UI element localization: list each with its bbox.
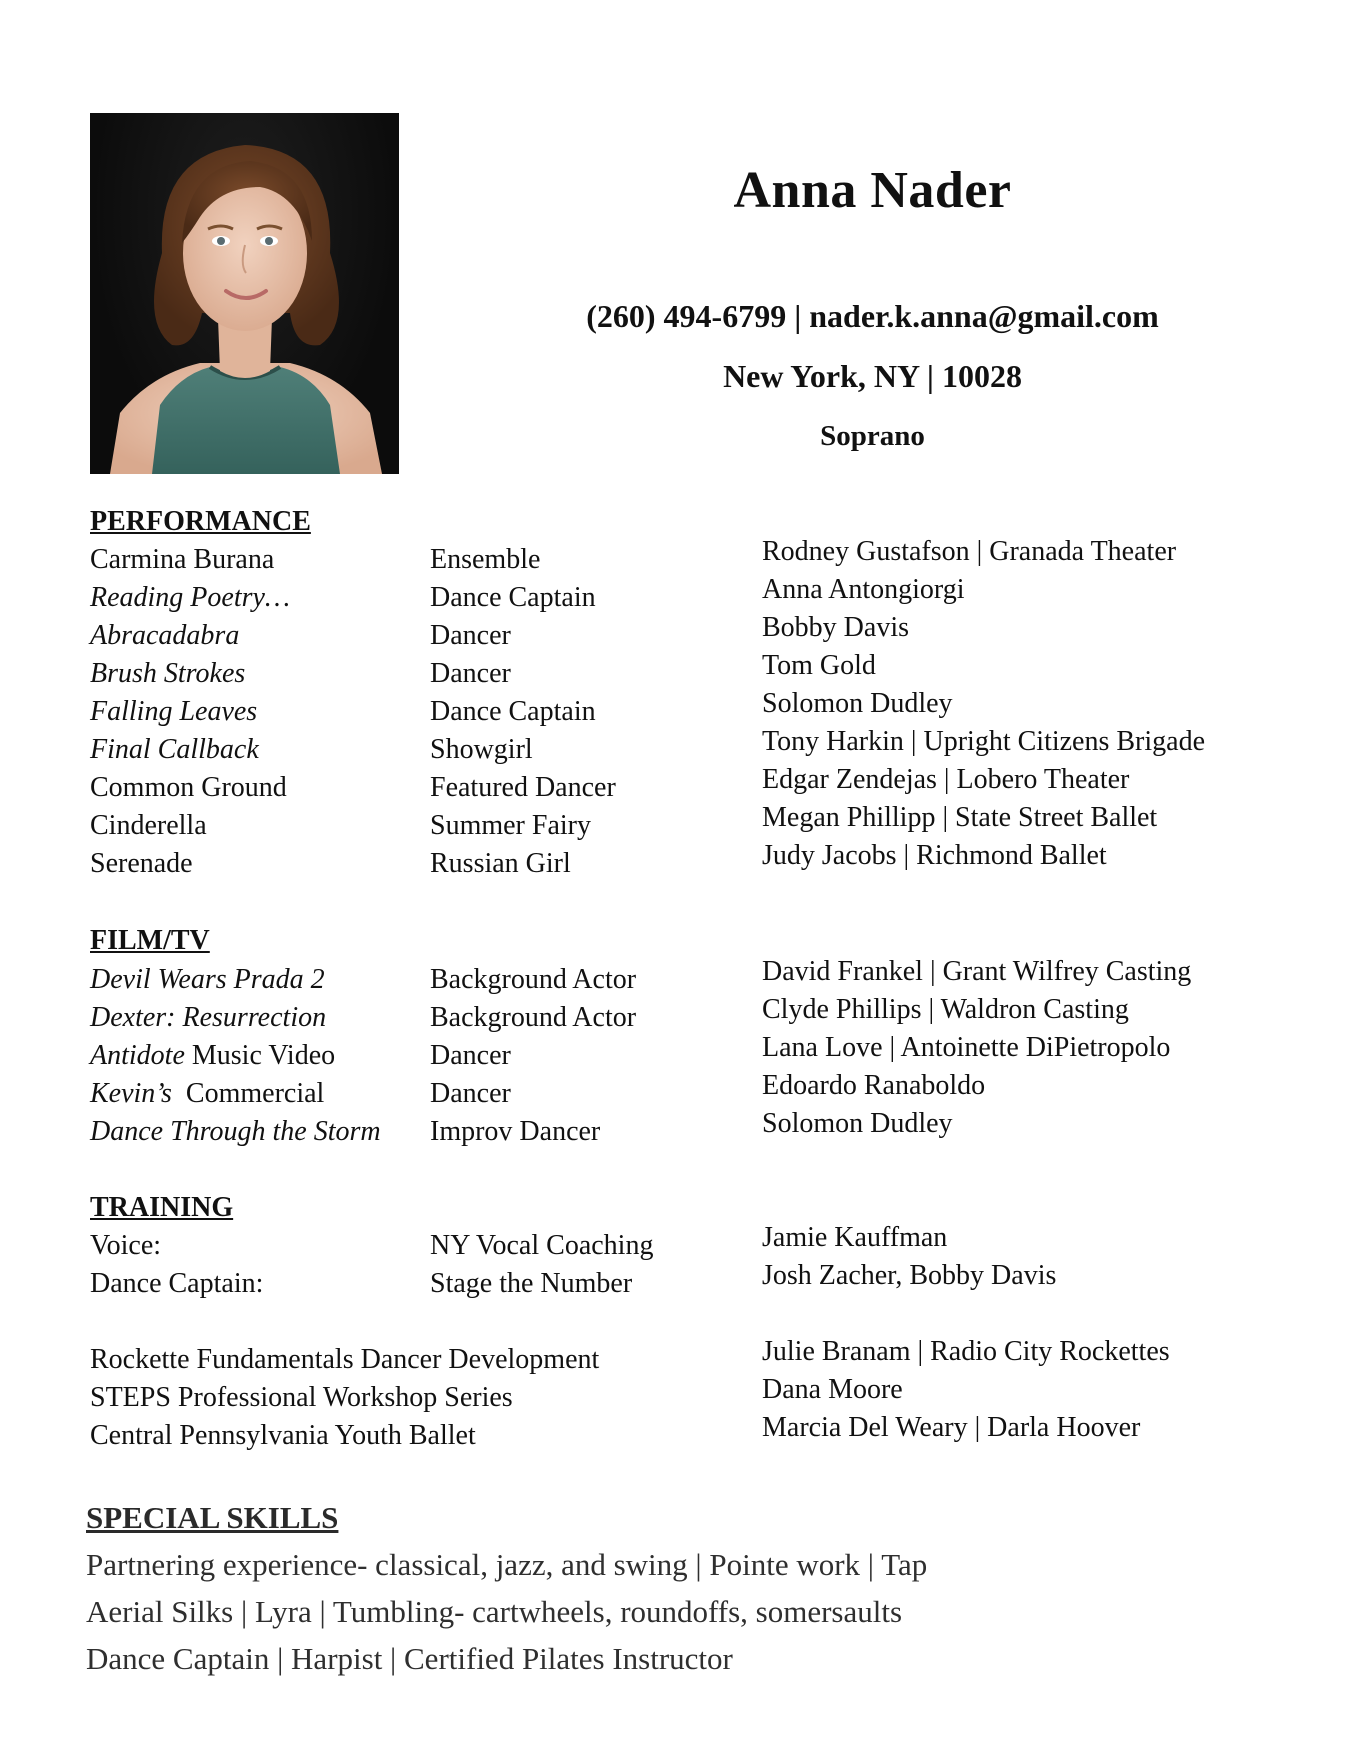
role: Showgirl <box>430 734 533 765</box>
show-title: Reading Poetry… <box>90 582 290 613</box>
contact-line: (260) 494-6799 | nader.k.anna@gmail.com <box>586 298 1159 334</box>
show-title: Common Ground <box>90 772 287 803</box>
show-title: Brush Strokes <box>90 658 246 689</box>
credit: Judy Jacobs | Richmond Ballet <box>762 840 1107 871</box>
credit: David Frankel | Grant Wilfrey Casting <box>762 956 1192 987</box>
skill-line: Dance Captain | Harpist | Certified Pilates Instructor <box>86 1641 733 1676</box>
training-heading: TRAINING <box>90 1192 234 1223</box>
show-title: Final Callback <box>90 734 259 765</box>
training-label: Dance Captain: <box>90 1268 264 1299</box>
training-program-row <box>90 1412 1290 1455</box>
training-school: NY Vocal Coaching <box>430 1230 654 1261</box>
program-name: Rockette Fundamentals Dancer Development <box>90 1344 600 1375</box>
role: Dancer <box>430 658 511 689</box>
role: Featured Dancer <box>430 772 616 803</box>
role: Dancer <box>430 1078 511 1109</box>
performance-row <box>90 574 1290 617</box>
production-title: Dexter: Resurrection <box>90 1002 327 1033</box>
training-label: Voice: <box>90 1230 162 1261</box>
performance-row <box>90 612 1290 655</box>
credit: Jamie Kauffman <box>762 1222 948 1253</box>
show-title: Abracadabra <box>90 620 240 651</box>
film-tv-row <box>90 1070 1290 1113</box>
program-name: Central Pennsylvania Youth Ballet <box>90 1420 476 1451</box>
credit: Solomon Dudley <box>762 688 953 719</box>
headshot-illustration <box>90 113 399 474</box>
applicant-name: Anna Nader <box>733 162 1012 219</box>
credit: Rodney Gustafson | Granada Theater <box>762 536 1177 567</box>
training-row <box>90 1260 1290 1303</box>
credit: Dana Moore <box>762 1374 903 1405</box>
production-suffix: Music Video <box>184 1040 336 1071</box>
film-tv-heading: FILM/TV <box>90 925 210 956</box>
production-title: Kevin’s <box>90 1078 172 1109</box>
credit: Lana Love | Antoinette DiPietropolo <box>762 1032 1171 1063</box>
role: Russian Girl <box>430 848 571 879</box>
credit: Megan Phillipp | State Street Ballet <box>762 802 1158 833</box>
credit: Edoardo Ranaboldo <box>762 1070 986 1101</box>
program-name: STEPS Professional Workshop Series <box>90 1382 513 1413</box>
production-title: Devil Wears Prada 2 <box>90 964 325 995</box>
credit: Clyde Phillips | Waldron Casting <box>762 994 1129 1025</box>
special-skills-heading: SPECIAL SKILLS <box>86 1500 339 1535</box>
headshot-photo <box>90 113 399 474</box>
performance-row <box>90 650 1290 693</box>
credit: Marcia Del Weary | Darla Hoover <box>762 1412 1141 1443</box>
performance-row <box>90 536 1290 579</box>
film-tv-row <box>90 1108 1290 1151</box>
show-title: Cinderella <box>90 810 207 841</box>
role: Background Actor <box>430 964 637 995</box>
role: Background Actor <box>430 1002 637 1033</box>
credit: Bobby Davis <box>762 612 909 643</box>
voice-type: Soprano <box>820 420 925 452</box>
role: Dance Captain <box>430 582 596 613</box>
performance-row <box>90 802 1290 845</box>
production-suffix: Commercial <box>171 1078 325 1109</box>
show-title: Carmina Burana <box>90 544 275 575</box>
credit: Solomon Dudley <box>762 1108 953 1139</box>
credit: Julie Branam | Radio City Rockettes <box>762 1336 1170 1367</box>
show-title: Falling Leaves <box>90 696 258 727</box>
credit: Tom Gold <box>762 650 876 681</box>
skill-line: Partnering experience- classical, jazz, and swing | Pointe work | Tap <box>86 1547 928 1582</box>
role: Dance Captain <box>430 696 596 727</box>
credit: Josh Zacher, Bobby Davis <box>762 1260 1057 1291</box>
training-school: Stage the Number <box>430 1268 633 1299</box>
performance-row <box>90 840 1290 883</box>
role: Improv Dancer <box>430 1116 601 1147</box>
skill-line: Aerial Silks | Lyra | Tumbling- cartwheels, roundoffs, somersaults <box>86 1594 903 1629</box>
role: Dancer <box>430 620 511 651</box>
film-tv-row <box>90 1032 1290 1075</box>
role: Summer Fairy <box>430 810 591 841</box>
production-title: Antidote <box>90 1040 185 1071</box>
training-program-row <box>90 1336 1290 1379</box>
credit: Anna Antongiorgi <box>762 574 965 605</box>
location-line: New York, NY | 10028 <box>723 358 1022 394</box>
role: Ensemble <box>430 544 541 575</box>
show-title: Serenade <box>90 848 193 879</box>
training-row <box>90 1222 1290 1265</box>
role: Dancer <box>430 1040 511 1071</box>
production-title: Dance Through the Storm <box>90 1116 381 1147</box>
credit: Tony Harkin | Upright Citizens Brigade <box>762 726 1206 757</box>
credit: Edgar Zendejas | Lobero Theater <box>762 764 1130 795</box>
performance-heading: PERFORMANCE <box>90 506 311 537</box>
